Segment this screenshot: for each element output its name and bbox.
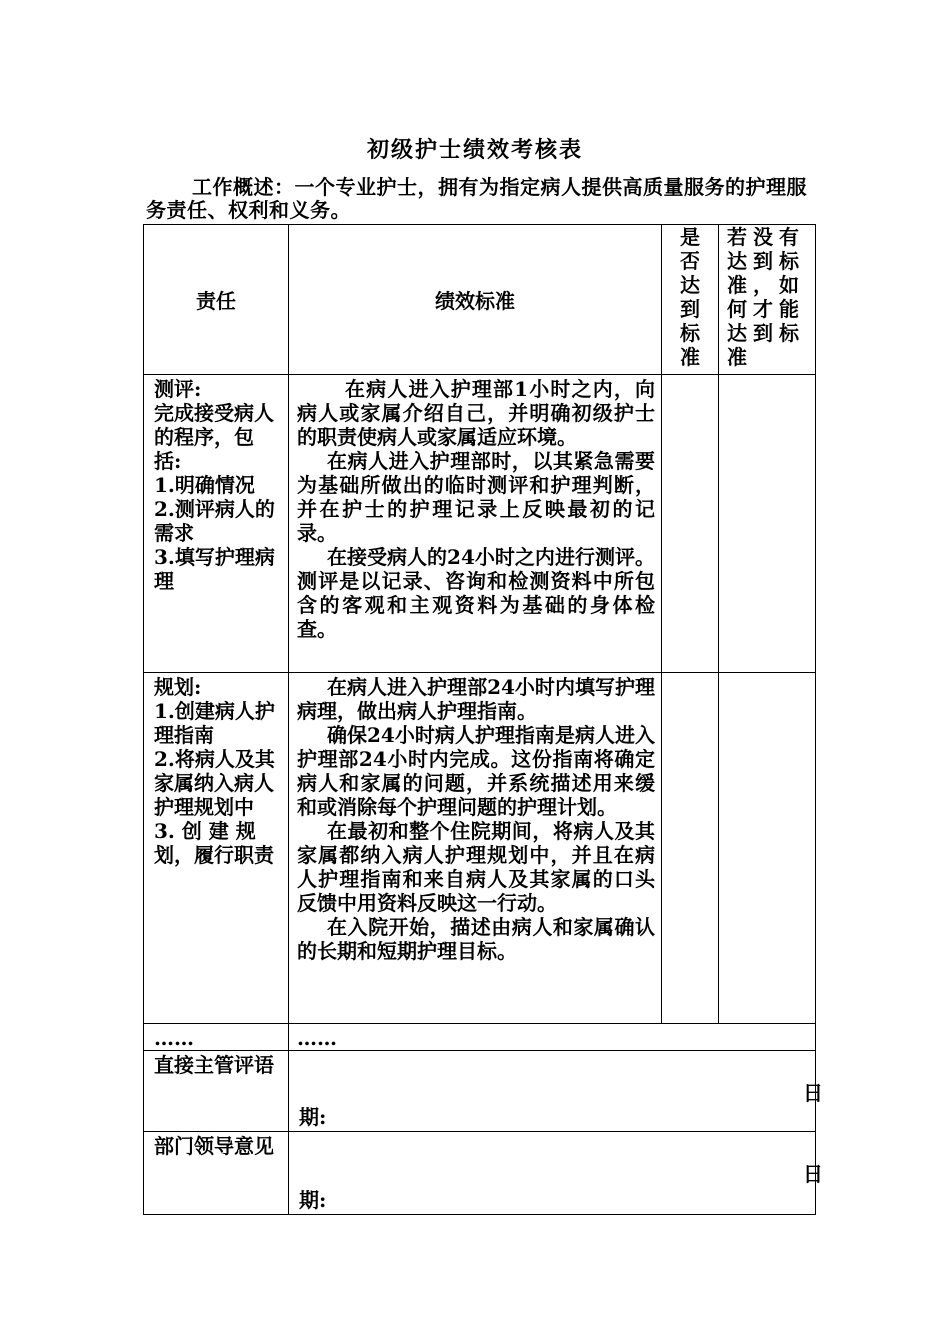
howto-input-cell[interactable] bbox=[719, 673, 816, 1024]
evaluation-table bbox=[143, 224, 823, 1215]
page-title: 初级护士绩效考核表 bbox=[366, 137, 583, 163]
standard-paragraph: 在最初和整个住院期间，将病人及其家属都纳入病人护理规划中，并且在病人护理指南和来自病人及其家属的口头反馈中用资料反映这一行动。 bbox=[297, 819, 655, 915]
howto-input-cell[interactable] bbox=[719, 375, 816, 673]
header-responsibility: 责任 bbox=[144, 225, 289, 375]
date-char-qi: 期: bbox=[299, 1105, 327, 1129]
supervisor-label-cell bbox=[144, 1051, 289, 1132]
responsibility-cell bbox=[144, 375, 289, 673]
responsibility-line: 2.测评病人的需求 bbox=[154, 497, 275, 545]
table-row-assessment bbox=[144, 375, 816, 673]
table-row-department bbox=[144, 1132, 816, 1215]
responsibility-line: 规划: bbox=[154, 675, 202, 699]
standard-paragraph: 在病人进入护理部1小时之内，向病人或家属介绍自己，并明确初级护士的职责使病人或家属适应环境。 bbox=[297, 377, 655, 449]
header-standard: 绩效标准 bbox=[289, 225, 662, 375]
table-row-supervisor bbox=[144, 1051, 816, 1132]
standard-cell bbox=[289, 375, 662, 673]
header-howto-cell bbox=[719, 225, 816, 375]
standard-paragraph: 在病人进入护理部24小时内填写护理病理，做出病人护理指南。 bbox=[297, 675, 655, 723]
header-row bbox=[144, 225, 816, 375]
department-label-cell bbox=[144, 1132, 289, 1215]
met-input-cell[interactable] bbox=[662, 375, 719, 673]
date-char-ri: 日 bbox=[803, 1162, 823, 1186]
responsibility-line: 3.填写护理病理 bbox=[154, 545, 275, 593]
table-row-planning bbox=[144, 673, 816, 1024]
date-char-qi: 期: bbox=[299, 1188, 327, 1212]
standard-paragraph: 确保24小时病人护理指南是病人进入护理部24小时内完成。这份指南将确定病人和家属的问题，并系统描述用来缓和或消除每个护理问题的护理计划。 bbox=[297, 723, 655, 819]
supervisor-comment-field[interactable] bbox=[289, 1051, 823, 1132]
standard-cell bbox=[289, 673, 662, 1024]
header-met: 是否达到标准 bbox=[680, 225, 700, 369]
work-overview: 工作概述：一个专业护士，拥有为指定病人提供高质量服务的护理服务责任、权利和义务。 bbox=[146, 175, 807, 222]
responsibility-line: 1.创建病人护理指南 bbox=[154, 699, 275, 747]
department-label: 部门领导意见 bbox=[154, 1134, 274, 1158]
table-row-ellipsis bbox=[144, 1024, 816, 1051]
standard-paragraph: 在入院开始，描述由病人和家属确认的长期和短期护理目标。 bbox=[297, 915, 655, 963]
ellipsis-right: …… bbox=[289, 1024, 816, 1051]
ellipsis-left: …… bbox=[144, 1024, 289, 1051]
header-howto: 若没有达到标准，如何才能达到标准 bbox=[727, 225, 805, 369]
standard-paragraph: 在病人进入护理部时，以其紧急需要为基础所做出的临时测评和护理判断，并在护士的护理记录上反映最初的记录。 bbox=[297, 449, 655, 545]
met-input-cell[interactable] bbox=[662, 673, 719, 1024]
date-char-ri: 日 bbox=[803, 1081, 823, 1105]
standard-paragraph: 在接受病人的24小时之内进行测评。测评是以记录、咨询和检测资料中所包含的客观和主观资料为基础的身体检查。 bbox=[297, 545, 655, 641]
responsibility-line: 3. 创 建 规 划，履行职责 bbox=[154, 819, 274, 867]
responsibility-line: 完成接受病人的程序，包括: bbox=[154, 401, 274, 473]
responsibility-line: 2.将病人及其家属纳入病人护理规划中 bbox=[154, 747, 275, 819]
department-comment-field[interactable] bbox=[289, 1132, 823, 1215]
header-met-cell bbox=[662, 225, 719, 375]
responsibility-line: 1.明确情况 bbox=[154, 473, 255, 497]
responsibility-line: 测评: bbox=[154, 377, 202, 401]
supervisor-label: 直接主管评语 bbox=[154, 1053, 274, 1077]
responsibility-cell bbox=[144, 673, 289, 1024]
